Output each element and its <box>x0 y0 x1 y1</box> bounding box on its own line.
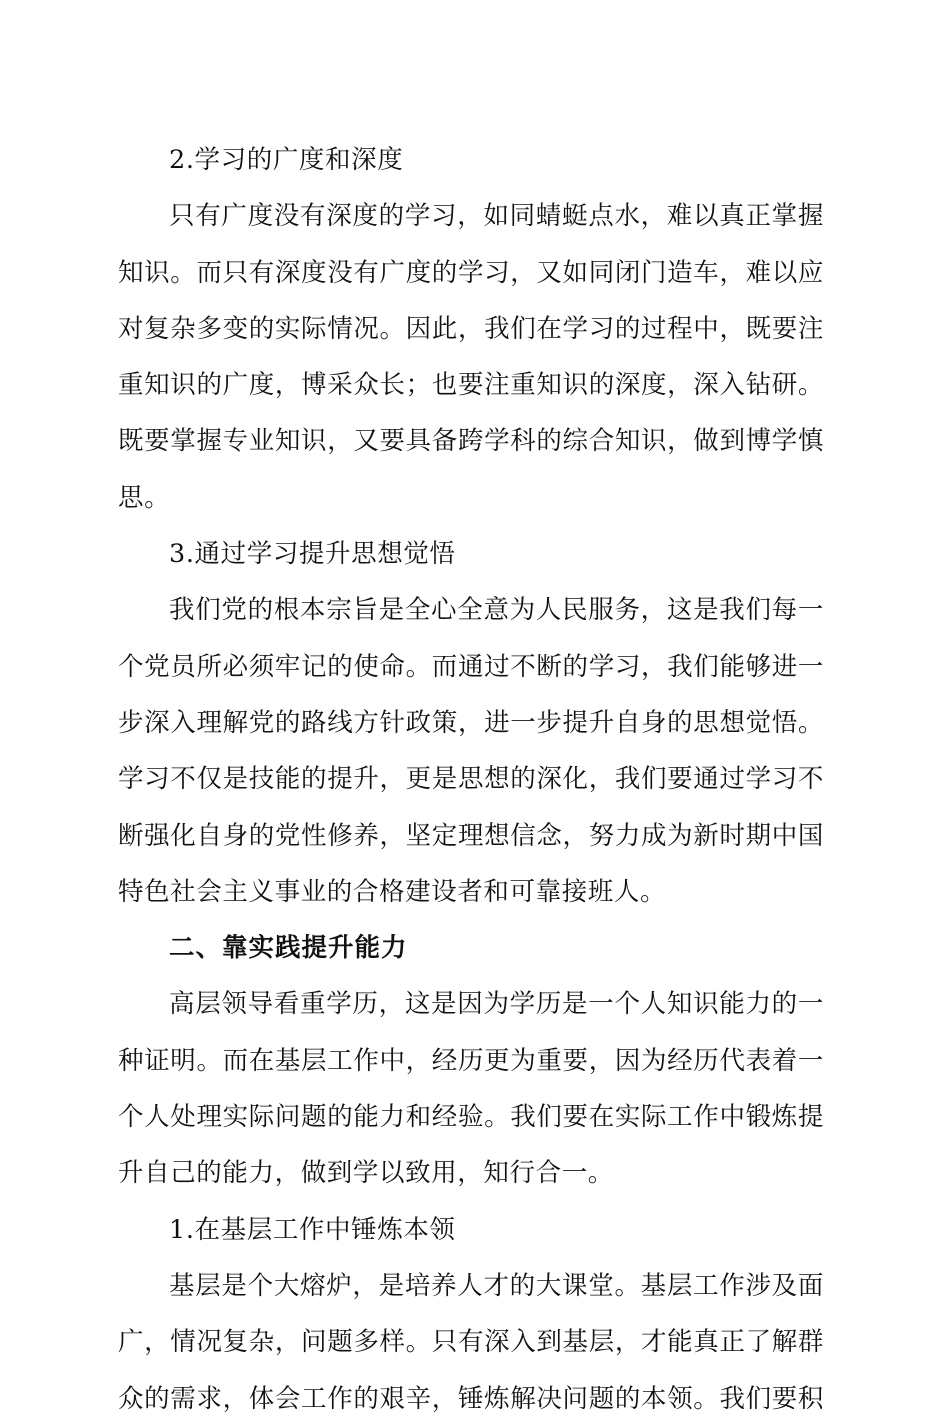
subheading-ideological-awareness: 3.通过学习提升思想觉悟 <box>169 539 456 570</box>
paragraph-line: 既要掌握专业知识，又要具备跨学科的综合知识，做到博学慎 <box>118 426 824 457</box>
paragraph-line: 基层是个大熔炉，是培养人才的大课堂。基层工作涉及面 <box>169 1270 824 1301</box>
paragraph-line: 种证明。而在基层工作中，经历更为重要，因为经历代表着一 <box>118 1045 824 1076</box>
paragraph-line: 众的需求，体会工作的艰辛，锤炼解决问题的本领。我们要积 <box>118 1383 824 1414</box>
paragraph-line: 只有广度没有深度的学习，如同蜻蜓点水，难以真正掌握 <box>169 201 824 232</box>
paragraph-line: 高层领导看重学历，这是因为学历是一个人知识能力的一 <box>169 989 824 1020</box>
paragraph-line: 思。 <box>118 482 171 513</box>
paragraph-line: 步深入理解党的路线方针政策，进一步提升自身的思想觉悟。 <box>118 707 824 738</box>
paragraph-line: 个党员所必须牢记的使命。而通过不断的学习，我们能够进一 <box>118 651 824 682</box>
section-heading-practice: 二、靠实践提升能力 <box>169 933 408 964</box>
paragraph-line: 重知识的广度，博采众长；也要注重知识的深度，深入钻研。 <box>118 370 824 401</box>
paragraph-line: 升自己的能力，做到学以致用，知行合一。 <box>118 1158 614 1189</box>
paragraph-line: 断强化自身的党性修养，坚定理想信念，努力成为新时期中国 <box>118 820 824 851</box>
paragraph-breadth-depth <box>118 188 824 526</box>
subheading-breadth-depth: 2.学习的广度和深度 <box>169 145 404 175</box>
paragraph-line: 个人处理实际问题的能力和经验。我们要在实际工作中锻炼提 <box>118 1102 824 1133</box>
paragraph-practice-intro <box>118 976 824 1201</box>
paragraph-line: 广，情况复杂，问题多样。只有深入到基层，才能真正了解群 <box>118 1327 824 1358</box>
paragraph-line: 学习不仅是技能的提升，更是思想的深化，我们要通过学习不 <box>118 764 824 795</box>
paragraph-ideological-awareness <box>118 582 824 920</box>
subheading-grassroots: 1.在基层工作中锤炼本领 <box>169 1214 456 1245</box>
document-page <box>118 132 824 1427</box>
paragraph-line: 对复杂多变的实际情况。因此，我们在学习的过程中，既要注 <box>118 313 824 344</box>
paragraph-grassroots <box>118 1258 824 1427</box>
paragraph-line: 我们党的根本宗旨是全心全意为人民服务，这是我们每一 <box>169 595 824 626</box>
paragraph-line: 知识。而只有深度没有广度的学习，又如同闭门造车，难以应 <box>118 257 824 288</box>
paragraph-line: 特色社会主义事业的合格建设者和可靠接班人。 <box>118 876 667 907</box>
